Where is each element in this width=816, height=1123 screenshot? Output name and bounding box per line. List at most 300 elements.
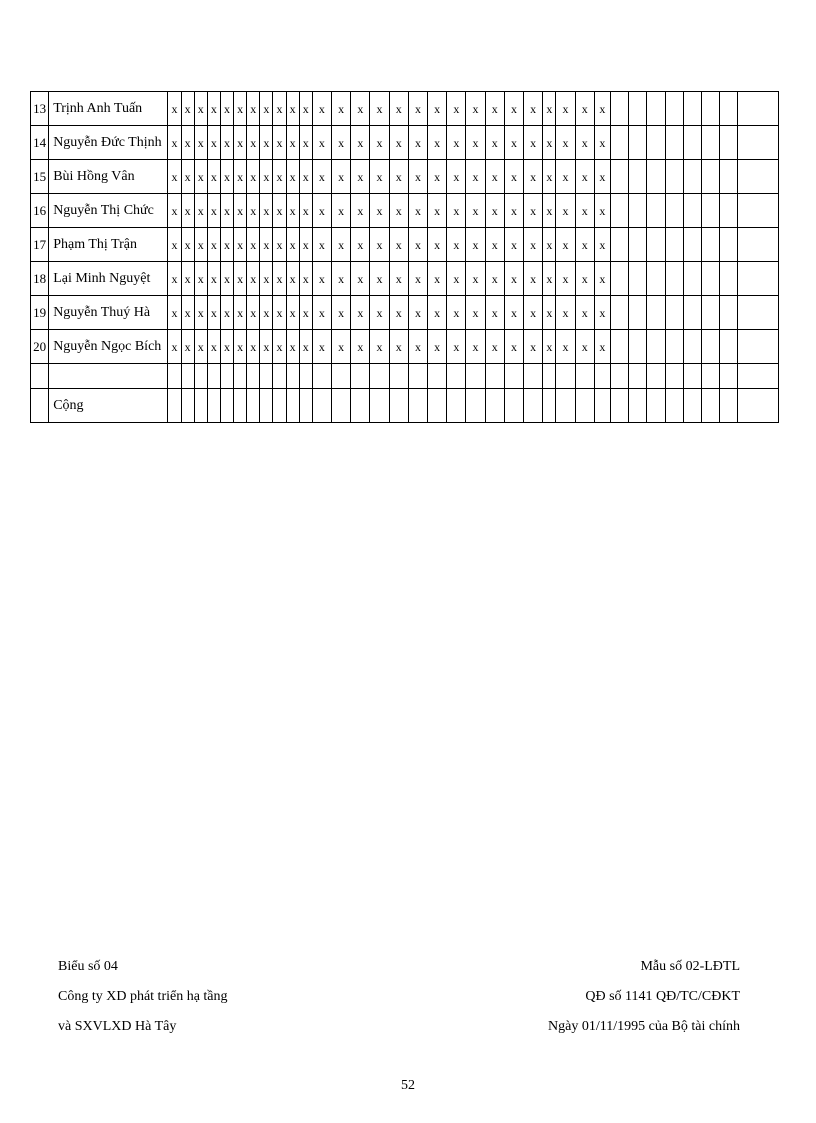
attendance-mark: x bbox=[234, 228, 247, 262]
attendance-mark: x bbox=[575, 160, 594, 194]
attendance-mark bbox=[610, 160, 628, 194]
attendance-mark bbox=[720, 262, 738, 296]
attendance-mark: x bbox=[485, 296, 504, 330]
attendance-mark: x bbox=[299, 228, 312, 262]
empty-cell bbox=[389, 364, 408, 389]
attendance-mark: x bbox=[332, 126, 351, 160]
attendance-mark: x bbox=[524, 228, 543, 262]
attendance-mark: x bbox=[194, 330, 207, 364]
attendance-mark bbox=[665, 92, 683, 126]
table-row bbox=[31, 92, 779, 126]
attendance-mark: x bbox=[181, 126, 194, 160]
attendance-mark: x bbox=[466, 228, 485, 262]
attendance-mark: x bbox=[447, 194, 466, 228]
attendance-mark: x bbox=[207, 330, 220, 364]
footer-right-block bbox=[548, 952, 740, 1042]
attendance-mark: x bbox=[408, 160, 427, 194]
attendance-mark bbox=[738, 262, 779, 296]
attendance-mark: x bbox=[408, 126, 427, 160]
attendance-mark bbox=[629, 92, 647, 126]
attendance-mark: x bbox=[466, 160, 485, 194]
attendance-mark: x bbox=[504, 330, 523, 364]
attendance-mark: x bbox=[260, 296, 273, 330]
empty-cell bbox=[286, 389, 299, 423]
empty-cell bbox=[194, 364, 207, 389]
attendance-mark bbox=[701, 92, 719, 126]
attendance-mark: x bbox=[543, 262, 556, 296]
attendance-mark: x bbox=[594, 92, 610, 126]
attendance-mark: x bbox=[556, 262, 575, 296]
attendance-mark bbox=[701, 194, 719, 228]
empty-cell bbox=[428, 364, 447, 389]
attendance-mark bbox=[647, 296, 665, 330]
attendance-mark: x bbox=[247, 194, 260, 228]
attendance-mark: x bbox=[168, 330, 181, 364]
attendance-mark bbox=[720, 228, 738, 262]
attendance-mark: x bbox=[466, 126, 485, 160]
empty-cell bbox=[273, 364, 286, 389]
attendance-mark: x bbox=[332, 92, 351, 126]
attendance-mark: x bbox=[194, 296, 207, 330]
empty-cell bbox=[428, 389, 447, 423]
empty-cell bbox=[286, 364, 299, 389]
attendance-mark bbox=[683, 228, 701, 262]
attendance-mark: x bbox=[543, 92, 556, 126]
company-name: Công ty XD phát triển hạ tầng bbox=[58, 989, 228, 1004]
attendance-mark: x bbox=[466, 92, 485, 126]
employee-name: Nguyễn Đức Thịnh bbox=[49, 126, 168, 160]
attendance-mark: x bbox=[351, 330, 370, 364]
attendance-mark bbox=[738, 194, 779, 228]
attendance-mark bbox=[665, 160, 683, 194]
table-row bbox=[31, 194, 779, 228]
attendance-mark bbox=[720, 92, 738, 126]
attendance-mark: x bbox=[207, 126, 220, 160]
attendance-mark: x bbox=[332, 262, 351, 296]
attendance-mark: x bbox=[504, 92, 523, 126]
attendance-mark: x bbox=[389, 296, 408, 330]
empty-cell bbox=[720, 364, 738, 389]
attendance-mark bbox=[647, 228, 665, 262]
attendance-mark bbox=[610, 262, 628, 296]
attendance-mark: x bbox=[247, 228, 260, 262]
attendance-mark: x bbox=[312, 330, 331, 364]
attendance-mark: x bbox=[312, 92, 331, 126]
attendance-mark: x bbox=[312, 194, 331, 228]
attendance-mark: x bbox=[247, 126, 260, 160]
attendance-mark bbox=[720, 160, 738, 194]
attendance-mark: x bbox=[299, 194, 312, 228]
attendance-mark: x bbox=[556, 92, 575, 126]
attendance-mark: x bbox=[370, 296, 389, 330]
attendance-mark: x bbox=[299, 126, 312, 160]
attendance-mark: x bbox=[312, 296, 331, 330]
attendance-mark: x bbox=[286, 194, 299, 228]
attendance-mark bbox=[629, 126, 647, 160]
attendance-mark: x bbox=[428, 126, 447, 160]
attendance-mark: x bbox=[312, 228, 331, 262]
attendance-mark: x bbox=[408, 262, 427, 296]
attendance-mark: x bbox=[220, 126, 233, 160]
attendance-mark: x bbox=[286, 296, 299, 330]
page-number: 52 bbox=[401, 1078, 415, 1093]
empty-cell bbox=[485, 389, 504, 423]
attendance-mark: x bbox=[370, 126, 389, 160]
attendance-mark: x bbox=[543, 330, 556, 364]
attendance-mark: x bbox=[428, 262, 447, 296]
attendance-mark bbox=[610, 194, 628, 228]
attendance-mark: x bbox=[286, 228, 299, 262]
attendance-mark: x bbox=[466, 194, 485, 228]
attendance-mark bbox=[683, 194, 701, 228]
attendance-mark bbox=[665, 194, 683, 228]
attendance-mark bbox=[720, 194, 738, 228]
attendance-mark: x bbox=[312, 160, 331, 194]
total-label: Cộng bbox=[49, 389, 168, 423]
empty-cell bbox=[389, 389, 408, 423]
empty-cell bbox=[207, 389, 220, 423]
attendance-mark: x bbox=[575, 92, 594, 126]
attendance-mark: x bbox=[466, 262, 485, 296]
attendance-mark: x bbox=[594, 228, 610, 262]
attendance-mark: x bbox=[504, 228, 523, 262]
attendance-mark bbox=[683, 126, 701, 160]
empty-cell bbox=[556, 364, 575, 389]
empty-cell bbox=[299, 364, 312, 389]
attendance-mark: x bbox=[485, 262, 504, 296]
attendance-mark: x bbox=[207, 92, 220, 126]
attendance-mark: x bbox=[247, 330, 260, 364]
attendance-mark: x bbox=[389, 228, 408, 262]
attendance-mark: x bbox=[286, 92, 299, 126]
template-number: Mẫu số 02-LĐTL bbox=[640, 959, 740, 974]
attendance-mark: x bbox=[389, 92, 408, 126]
attendance-mark: x bbox=[447, 92, 466, 126]
table-row bbox=[31, 126, 779, 160]
attendance-mark: x bbox=[389, 262, 408, 296]
attendance-mark: x bbox=[273, 126, 286, 160]
attendance-mark: x bbox=[234, 330, 247, 364]
empty-cell bbox=[524, 389, 543, 423]
attendance-mark: x bbox=[273, 330, 286, 364]
attendance-mark: x bbox=[556, 160, 575, 194]
attendance-mark: x bbox=[351, 160, 370, 194]
attendance-mark bbox=[629, 160, 647, 194]
attendance-mark: x bbox=[408, 228, 427, 262]
attendance-mark bbox=[629, 194, 647, 228]
empty-cell bbox=[647, 389, 665, 423]
attendance-mark bbox=[665, 126, 683, 160]
attendance-mark: x bbox=[594, 160, 610, 194]
attendance-mark: x bbox=[234, 296, 247, 330]
attendance-mark: x bbox=[389, 194, 408, 228]
blank-row bbox=[31, 364, 779, 389]
attendance-mark: x bbox=[543, 126, 556, 160]
attendance-mark: x bbox=[485, 160, 504, 194]
attendance-mark bbox=[665, 262, 683, 296]
table-row bbox=[31, 262, 779, 296]
attendance-mark: x bbox=[181, 160, 194, 194]
attendance-mark: x bbox=[428, 194, 447, 228]
empty-cell bbox=[556, 389, 575, 423]
attendance-mark: x bbox=[370, 160, 389, 194]
empty-cell bbox=[168, 364, 181, 389]
attendance-mark: x bbox=[504, 160, 523, 194]
attendance-mark bbox=[701, 296, 719, 330]
attendance-mark: x bbox=[524, 92, 543, 126]
attendance-mark: x bbox=[181, 228, 194, 262]
attendance-mark: x bbox=[168, 92, 181, 126]
empty-cell bbox=[312, 389, 331, 423]
empty-cell bbox=[351, 364, 370, 389]
attendance-mark: x bbox=[594, 296, 610, 330]
attendance-mark: x bbox=[260, 330, 273, 364]
empty-cell bbox=[504, 389, 523, 423]
empty-cell bbox=[701, 364, 719, 389]
empty-cell bbox=[194, 389, 207, 423]
attendance-mark: x bbox=[234, 126, 247, 160]
attendance-mark: x bbox=[273, 228, 286, 262]
attendance-mark: x bbox=[273, 160, 286, 194]
attendance-mark bbox=[683, 262, 701, 296]
attendance-mark: x bbox=[447, 296, 466, 330]
attendance-mark bbox=[610, 126, 628, 160]
attendance-mark: x bbox=[524, 126, 543, 160]
attendance-mark: x bbox=[260, 262, 273, 296]
attendance-mark: x bbox=[556, 194, 575, 228]
attendance-mark: x bbox=[247, 296, 260, 330]
attendance-mark: x bbox=[220, 92, 233, 126]
attendance-mark bbox=[647, 92, 665, 126]
empty-cell bbox=[220, 364, 233, 389]
attendance-mark bbox=[701, 160, 719, 194]
attendance-mark: x bbox=[220, 160, 233, 194]
employee-name: Bùi Hồng Vân bbox=[49, 160, 168, 194]
attendance-mark: x bbox=[389, 126, 408, 160]
attendance-mark: x bbox=[543, 296, 556, 330]
attendance-mark: x bbox=[504, 126, 523, 160]
attendance-mark: x bbox=[428, 296, 447, 330]
attendance-mark: x bbox=[260, 92, 273, 126]
attendance-mark: x bbox=[312, 126, 331, 160]
attendance-mark: x bbox=[194, 194, 207, 228]
attendance-mark: x bbox=[234, 194, 247, 228]
attendance-mark bbox=[629, 262, 647, 296]
empty-cell bbox=[629, 389, 647, 423]
empty-cell bbox=[370, 389, 389, 423]
row-number: 19 bbox=[31, 296, 49, 330]
empty-cell bbox=[665, 364, 683, 389]
empty-cell bbox=[543, 364, 556, 389]
empty-cell bbox=[408, 364, 427, 389]
empty-cell bbox=[629, 364, 647, 389]
attendance-mark: x bbox=[351, 126, 370, 160]
attendance-mark: x bbox=[351, 262, 370, 296]
attendance-mark bbox=[629, 330, 647, 364]
attendance-mark: x bbox=[370, 330, 389, 364]
attendance-mark: x bbox=[351, 296, 370, 330]
attendance-mark: x bbox=[273, 262, 286, 296]
attendance-mark bbox=[665, 330, 683, 364]
attendance-mark bbox=[738, 330, 779, 364]
empty-cell bbox=[543, 389, 556, 423]
attendance-mark: x bbox=[485, 92, 504, 126]
attendance-mark: x bbox=[260, 194, 273, 228]
empty-cell bbox=[168, 389, 181, 423]
empty-cell bbox=[594, 389, 610, 423]
attendance-mark: x bbox=[428, 228, 447, 262]
attendance-mark: x bbox=[207, 228, 220, 262]
empty-cell bbox=[247, 389, 260, 423]
attendance-mark: x bbox=[428, 160, 447, 194]
attendance-mark: x bbox=[168, 262, 181, 296]
attendance-mark: x bbox=[556, 296, 575, 330]
attendance-mark bbox=[720, 296, 738, 330]
attendance-mark: x bbox=[370, 194, 389, 228]
empty-cell bbox=[332, 389, 351, 423]
attendance-mark: x bbox=[575, 126, 594, 160]
attendance-mark: x bbox=[220, 296, 233, 330]
attendance-mark: x bbox=[370, 228, 389, 262]
attendance-mark: x bbox=[194, 228, 207, 262]
attendance-mark: x bbox=[273, 194, 286, 228]
attendance-mark: x bbox=[485, 330, 504, 364]
attendance-mark bbox=[665, 296, 683, 330]
attendance-mark: x bbox=[194, 92, 207, 126]
empty-cell bbox=[273, 389, 286, 423]
attendance-mark bbox=[629, 296, 647, 330]
attendance-mark: x bbox=[524, 160, 543, 194]
attendance-mark: x bbox=[207, 262, 220, 296]
attendance-mark: x bbox=[543, 160, 556, 194]
empty-cell bbox=[312, 364, 331, 389]
attendance-mark: x bbox=[370, 262, 389, 296]
empty-cell bbox=[207, 364, 220, 389]
attendance-mark: x bbox=[332, 194, 351, 228]
attendance-mark: x bbox=[207, 160, 220, 194]
empty-cell bbox=[220, 389, 233, 423]
empty-cell bbox=[504, 364, 523, 389]
attendance-mark bbox=[647, 262, 665, 296]
attendance-mark: x bbox=[351, 92, 370, 126]
row-number: 14 bbox=[31, 126, 49, 160]
empty-cell bbox=[575, 364, 594, 389]
row-number: 16 bbox=[31, 194, 49, 228]
empty-cell bbox=[447, 364, 466, 389]
attendance-mark bbox=[647, 160, 665, 194]
attendance-mark: x bbox=[428, 330, 447, 364]
attendance-mark bbox=[610, 330, 628, 364]
empty-cell bbox=[181, 389, 194, 423]
empty-cell bbox=[466, 364, 485, 389]
attendance-mark: x bbox=[247, 160, 260, 194]
row-number: 20 bbox=[31, 330, 49, 364]
attendance-mark: x bbox=[485, 228, 504, 262]
attendance-mark bbox=[738, 160, 779, 194]
attendance-mark: x bbox=[286, 160, 299, 194]
attendance-mark: x bbox=[408, 296, 427, 330]
attendance-mark: x bbox=[286, 330, 299, 364]
attendance-mark bbox=[683, 330, 701, 364]
attendance-mark bbox=[701, 126, 719, 160]
attendance-mark: x bbox=[260, 228, 273, 262]
empty-cell bbox=[738, 364, 779, 389]
attendance-mark: x bbox=[594, 262, 610, 296]
empty-cell bbox=[181, 364, 194, 389]
attendance-mark: x bbox=[181, 262, 194, 296]
attendance-mark: x bbox=[168, 160, 181, 194]
attendance-mark: x bbox=[524, 262, 543, 296]
empty-cell bbox=[665, 389, 683, 423]
attendance-mark bbox=[738, 228, 779, 262]
attendance-mark: x bbox=[194, 160, 207, 194]
attendance-mark: x bbox=[181, 194, 194, 228]
attendance-mark: x bbox=[556, 126, 575, 160]
attendance-mark: x bbox=[543, 228, 556, 262]
attendance-mark: x bbox=[234, 160, 247, 194]
attendance-mark: x bbox=[181, 92, 194, 126]
empty-cell bbox=[49, 364, 168, 389]
row-number: 13 bbox=[31, 92, 49, 126]
attendance-mark: x bbox=[575, 330, 594, 364]
company-name-line2: và SXVLXD Hà Tây bbox=[58, 1019, 177, 1034]
attendance-mark: x bbox=[504, 262, 523, 296]
attendance-mark: x bbox=[260, 126, 273, 160]
attendance-mark: x bbox=[575, 262, 594, 296]
attendance-mark: x bbox=[575, 194, 594, 228]
attendance-mark: x bbox=[447, 126, 466, 160]
attendance-mark: x bbox=[220, 228, 233, 262]
empty-cell bbox=[701, 389, 719, 423]
attendance-mark: x bbox=[575, 228, 594, 262]
attendance-mark bbox=[683, 296, 701, 330]
empty-cell bbox=[610, 389, 628, 423]
employee-name: Nguyễn Thị Chức bbox=[49, 194, 168, 228]
footer-left-block bbox=[58, 952, 228, 1042]
empty-cell bbox=[260, 389, 273, 423]
attendance-mark: x bbox=[543, 194, 556, 228]
empty-cell bbox=[647, 364, 665, 389]
attendance-mark: x bbox=[220, 194, 233, 228]
empty-cell bbox=[683, 389, 701, 423]
table-row bbox=[31, 330, 779, 364]
attendance-mark: x bbox=[524, 330, 543, 364]
empty-cell bbox=[720, 389, 738, 423]
attendance-mark bbox=[701, 330, 719, 364]
attendance-mark: x bbox=[332, 160, 351, 194]
form-code: Biểu số 04 bbox=[58, 959, 118, 974]
attendance-mark bbox=[647, 330, 665, 364]
employee-name: Lại Minh Nguyệt bbox=[49, 262, 168, 296]
attendance-mark bbox=[683, 160, 701, 194]
attendance-mark: x bbox=[194, 126, 207, 160]
attendance-mark: x bbox=[332, 296, 351, 330]
empty-cell bbox=[31, 389, 49, 423]
empty-cell bbox=[234, 389, 247, 423]
attendance-mark: x bbox=[247, 92, 260, 126]
attendance-mark: x bbox=[408, 194, 427, 228]
attendance-mark: x bbox=[594, 126, 610, 160]
attendance-mark: x bbox=[168, 126, 181, 160]
attendance-mark bbox=[629, 228, 647, 262]
attendance-mark: x bbox=[504, 194, 523, 228]
attendance-mark: x bbox=[447, 262, 466, 296]
empty-cell bbox=[575, 389, 594, 423]
attendance-mark: x bbox=[181, 330, 194, 364]
attendance-mark: x bbox=[594, 330, 610, 364]
empty-cell bbox=[260, 364, 273, 389]
empty-cell bbox=[247, 364, 260, 389]
